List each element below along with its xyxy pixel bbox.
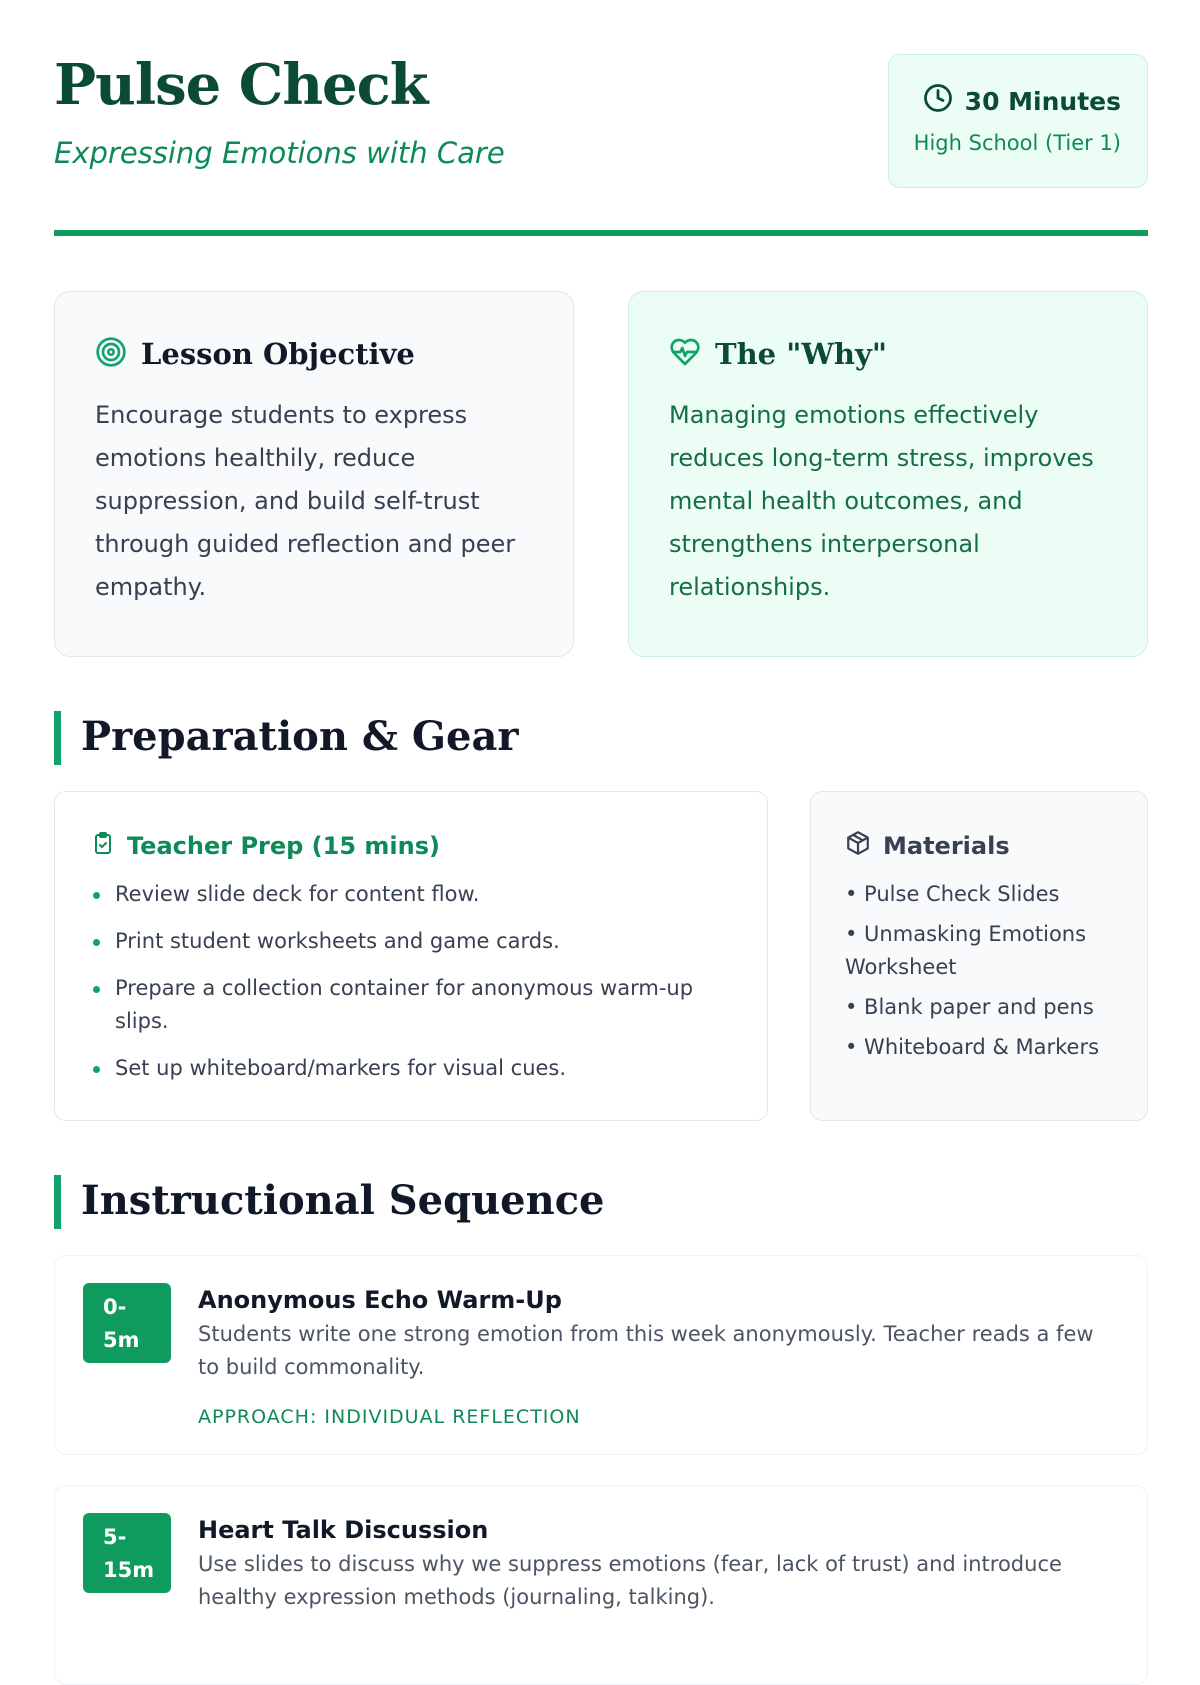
sequence-step-content [198,1286,1118,1428]
why-card [628,291,1148,657]
materials-header [845,830,1113,862]
sequence-step-approach: APPROACH: INDIVIDUAL REFLECTION [198,1406,581,1428]
clipboard-check-icon [91,830,115,862]
header [54,44,1148,194]
materials-list [845,878,1113,1064]
list-item: • Pulse Check Slides [845,882,1060,906]
teacher-prep-card [54,791,768,1121]
teacher-prep-list [91,878,731,1085]
sequence-step-description: Use slides to discuss why we suppress emotions (fear, lack of trust) and introduce healthy expression methods (journaling, talking). [198,1552,1062,1609]
page-subtitle: Expressing Emotions with Care [54,136,505,170]
grade-level: High School (Tier 1) [913,131,1121,155]
lesson-objective-card [54,291,574,657]
sequence-step [54,1485,1148,1685]
preparation-heading: Preparation & Gear [54,711,954,765]
page-title: Pulse Check [54,52,428,118]
heart-pulse-icon [669,336,701,372]
teacher-prep-header [91,830,731,862]
lesson-objective-header [95,336,533,372]
list-item: Set up whiteboard/markers for visual cues. [91,1052,731,1085]
time-badge [83,1283,171,1363]
list-item: Print student worksheets and game cards. [91,925,731,958]
sequence-step [54,1255,1148,1455]
list-item: • Whiteboard & Markers [845,1035,1100,1059]
package-icon [845,830,871,862]
target-icon [95,336,127,372]
duration-text: 30 Minutes [964,86,1121,116]
why-title: The "Why" [715,337,887,371]
time-start: 5- [103,1525,127,1549]
sequence-step-description: Students write one strong emotion from this week anonymously. Teacher reads a few to build commonality. [198,1322,1094,1379]
sequence-step-content [198,1516,1118,1614]
header-divider [54,230,1148,236]
teacher-prep-title: Teacher Prep (15 mins) [127,832,440,860]
lesson-objective-title: Lesson Objective [141,337,415,371]
time-end: 5m [103,1328,140,1352]
list-item: Review slide deck for content flow. [91,878,731,911]
sequence-step-title: Anonymous Echo Warm-Up [198,1286,562,1314]
list-item: • Unmasking Emotions Worksheet [845,922,1087,979]
sequence-step-title: Heart Talk Discussion [198,1516,489,1544]
time-badge [83,1513,171,1593]
time-start: 0- [103,1295,127,1319]
why-text: Managing emotions effectively reduces long-term stress, improves mental health outcomes, and strengthens interpersonal relationships. [669,401,1094,601]
duration [889,83,1121,119]
lesson-objective-text: Encourage students to express emotions healthily, reduce suppression, and build self-trust through guided reflection and peer empathy. [95,401,516,601]
list-item: • Blank paper and pens [845,995,1094,1019]
lesson-meta-box [888,54,1148,188]
why-header [669,336,1107,372]
list-item: Prepare a collection container for anonymous warm-up slips. [91,972,731,1038]
clock-icon [923,83,953,119]
materials-title: Materials [883,832,1010,860]
sequence-heading: Instructional Sequence [54,1175,954,1229]
time-end: 15m [103,1558,155,1582]
materials-card [810,791,1148,1121]
